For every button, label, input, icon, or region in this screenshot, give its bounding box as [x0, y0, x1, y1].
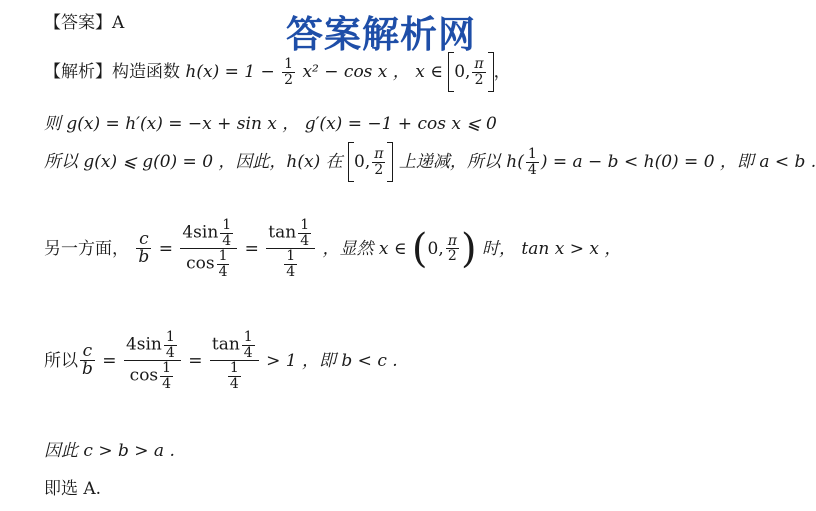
fraction-sin-over-cos: 4sin $\frac{1}{4}$ cos $\frac{1}{4}$ — [180, 218, 237, 280]
final-answer-line: 即选 A. — [44, 479, 102, 499]
derivative-line: 则 g(x) = h′(x) = −x + sin x ， g′(x) = −1 + cos x ⩽ 0 — [44, 114, 497, 134]
fraction-pi-over-2: $\frac{\pi}{2}$ — [474, 55, 484, 88]
right-paren: ) — [460, 225, 477, 272]
right-bracket — [387, 142, 393, 182]
analysis-label: 【解析】 — [44, 62, 112, 82]
monotonic-part1: 所以 g(x) ⩽ g(0) = 0 ，因此，h(x) 在 — [44, 152, 343, 172]
interval-start: 0, — [454, 62, 471, 82]
fraction-pi-over-2: $\frac{\pi}{2}$ — [447, 232, 457, 265]
fraction-c-over-b: $\frac{c}{b}$ — [138, 228, 150, 268]
compare-prefix: 另一方面， — [44, 238, 129, 259]
compare-line: 另一方面， $\frac{c}{b}$ = 4sin $\frac{1}{4}$ cos $\frac{1}{4}$ = tan $\frac{1}{4}$ $\frac{1}{4}$ ，显然 x ∈ (0, $\frac{\pi}{2}$ ) 时， tan x > x ， — [44, 217, 622, 281]
fraction-one-quarter: $\frac{1}{4}$ — [527, 145, 537, 178]
monotonic-part2: 上递减，所以 h( — [398, 152, 524, 172]
watermark-logo: 答案解析网 — [286, 13, 476, 56]
monotonic-part3: ) = a − b < h(0) = 0 ，即 a < b . — [540, 152, 816, 172]
analysis-intro: 构造函数 — [112, 62, 180, 82]
fraction-tan-over-quarter: tan $\frac{1}{4}$ $\frac{1}{4}$ — [266, 218, 315, 280]
fraction-half: $\frac{1}{2}$ — [284, 55, 294, 88]
answer-line — [44, 12, 124, 34]
conclusion-suffix: > 1 ，即 b < c . — [266, 350, 398, 371]
order-line: 因此 c > b > a . — [44, 441, 175, 461]
left-paren: ( — [411, 225, 428, 272]
h-definition-right: x² − cos x ， x ∈ — [302, 62, 443, 82]
fraction-c-over-b: $\frac{c}{b}$ — [82, 340, 93, 380]
fraction-tan-over-quarter: tan $\frac{1}{4}$ $\frac{1}{4}$ — [210, 330, 259, 392]
answer-value: A — [112, 13, 125, 33]
fraction-sin-over-cos: 4sin $\frac{1}{4}$ cos $\frac{1}{4}$ — [124, 330, 181, 392]
h-definition-left: h(x) = 1 − — [185, 62, 275, 82]
conclusion-line: 所以 $\frac{c}{b}$ = 4sin $\frac{1}{4}$ cos $\frac{1}{4}$ = tan $\frac{1}{4}$ $\frac{1}{4}$ > 1 ，即 b < c . — [44, 329, 398, 393]
compare-suffix: 时， tan x > x ， — [481, 238, 622, 259]
compare-middle: ，显然 x ∈ — [322, 238, 407, 259]
monotonic-line: 所以 g(x) ⩽ g(0) = 0 ，因此，h(x) 在 0, $\frac{\pi}{2}$ 上递减，所以 h( $\frac{1}{4}$ ) = a − b < h(0) = 0 ，即 a < b . — [44, 142, 816, 186]
fraction-pi-over-2: $\frac{\pi}{2}$ — [374, 145, 384, 178]
answer-label: 【答案】 — [44, 13, 112, 33]
analysis-line: 【解析】构造函数 h(x) = 1 − $\frac{1}{2}$ x² − cos x ， x ∈ 0, $\frac{\pi}{2}$ ， — [44, 52, 511, 96]
conclusion-prefix: 所以 — [44, 350, 78, 371]
